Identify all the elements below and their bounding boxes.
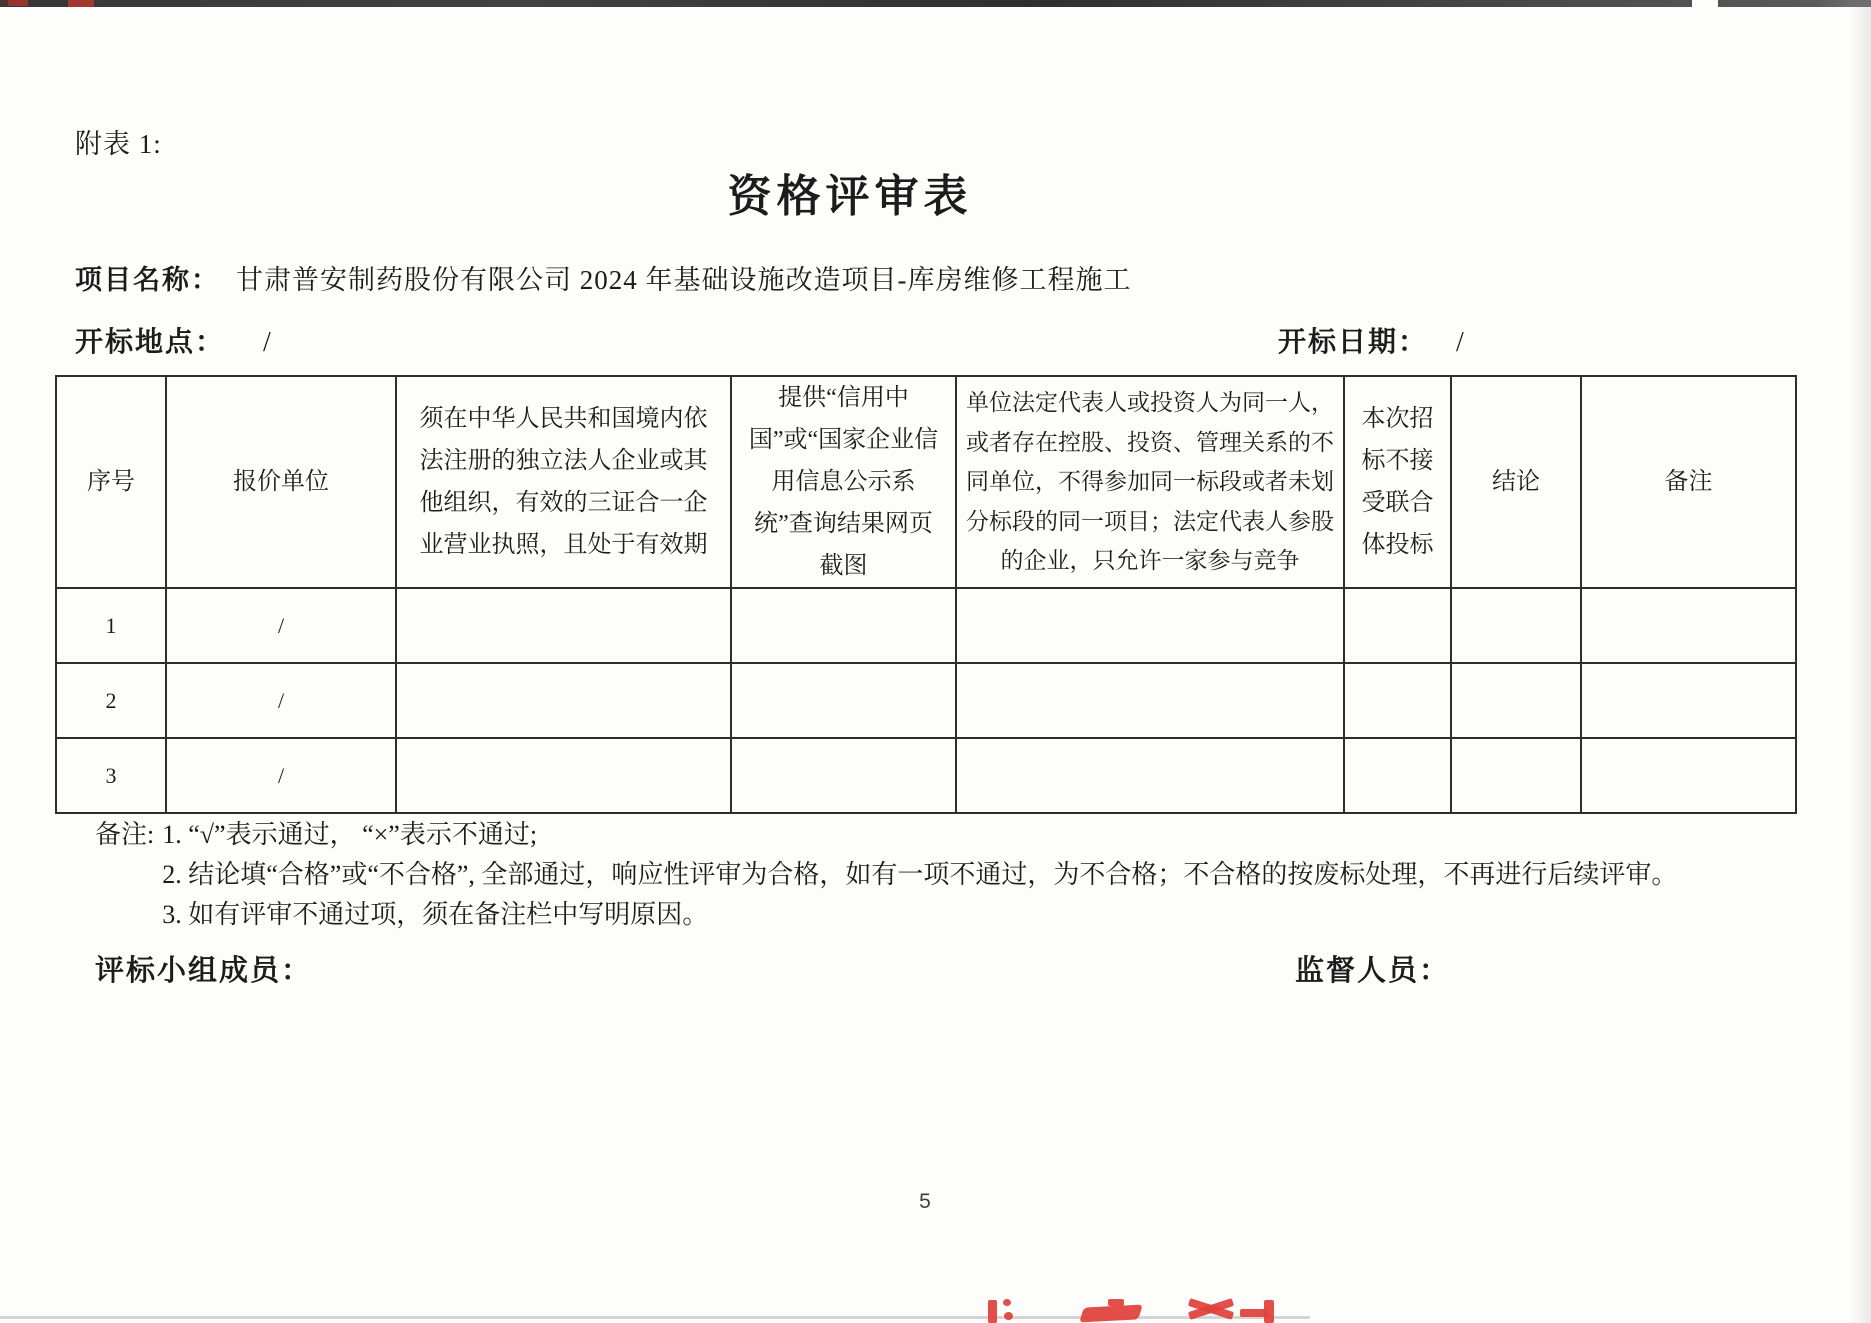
note-item: 1. “√”表示通过， “×”表示不通过; xyxy=(162,820,538,849)
project-name-value: 甘肃普安制药股份有限公司 2024 年基础设施改造项目-库房维修工程施工 xyxy=(236,265,1132,295)
table-header-row xyxy=(56,376,1796,588)
seq-cell: 2 xyxy=(56,663,166,738)
empty-cell xyxy=(956,738,1344,813)
project-name-label: 项目名称： xyxy=(75,265,220,295)
bidder-cell: / xyxy=(166,588,396,663)
scan-right-shadow xyxy=(1849,0,1871,1323)
stamp-fragment xyxy=(68,0,94,7)
bidder-cell: / xyxy=(166,663,396,738)
table-row xyxy=(56,588,1796,663)
stamp-fragment xyxy=(1108,1299,1124,1306)
table-row xyxy=(56,738,1796,813)
empty-cell xyxy=(1451,738,1581,813)
stamp-fragment xyxy=(1079,1304,1143,1322)
empty-cell xyxy=(1451,663,1581,738)
stamp-fragment xyxy=(1004,1312,1013,1320)
empty-cell xyxy=(1344,663,1451,738)
stamp-fragment xyxy=(1264,1300,1274,1323)
empty-cell xyxy=(396,738,731,813)
project-name-row xyxy=(75,258,1132,297)
column-header-credit-screenshot: 提供“信用中国”或“国家企业信用信息公示系统”查询结果网页截图 xyxy=(731,376,956,588)
empty-cell xyxy=(1581,663,1796,738)
column-header-registration: 须在中华人民共和国境内依法注册的独立法人企业或其他组织，有效的三证合一企业营业执照，且处于有效期 xyxy=(396,376,731,588)
seq-cell: 1 xyxy=(56,588,166,663)
notes-items xyxy=(162,815,1677,935)
seq-cell: 3 xyxy=(56,738,166,813)
empty-cell xyxy=(1451,588,1581,663)
stamp-fragment xyxy=(8,0,28,6)
bid-location-value: / xyxy=(263,327,271,358)
empty-cell xyxy=(956,663,1344,738)
column-header-conclusion: 结论 xyxy=(1451,376,1581,588)
bid-date-label: 开标日期： xyxy=(1278,327,1429,358)
attachment-label: 附表 1: xyxy=(75,129,162,159)
notes-label: 备注: xyxy=(95,820,155,849)
page-number: 5 xyxy=(919,1190,931,1213)
empty-cell xyxy=(956,588,1344,663)
stamp-fragment xyxy=(1003,1299,1011,1306)
notes-block xyxy=(95,815,1677,935)
note-item: 3. 如有评审不通过项，须在备注栏中写明原因。 xyxy=(162,900,709,929)
column-header-legal-representative: 单位法定代表人或投资人为同一人，或者存在控股、投资、管理关系的不同单位，不得参加同一标段或者未划分标段的同一项目；法定代表人参股的企业，只允许一家参与竞争 xyxy=(956,376,1344,588)
bidder-cell: / xyxy=(166,738,396,813)
supervisor-label: 监督人员： xyxy=(1295,955,1451,987)
bid-location-row xyxy=(75,320,271,360)
empty-cell xyxy=(731,588,956,663)
empty-cell xyxy=(396,663,731,738)
note-item: 2. 结论填“合格”或“不合格”, 全部通过，响应性评审为合格，如有一项不通过，为不合格；不合格的按废标处理，不再进行后续评审。 xyxy=(162,860,1678,889)
bid-location-label: 开标地点： xyxy=(75,327,226,358)
empty-cell xyxy=(731,738,956,813)
qualification-review-table xyxy=(55,375,1797,814)
scan-top-edge-notch xyxy=(1692,0,1718,9)
empty-cell xyxy=(1581,588,1796,663)
page-title: 资格评审表 xyxy=(727,172,973,221)
scan-top-edge-line xyxy=(0,0,1871,7)
column-header-no-consortium: 本次招标不接受联合体投标 xyxy=(1344,376,1451,588)
bid-date-row xyxy=(1278,320,1464,360)
empty-cell xyxy=(396,588,731,663)
bid-date-value: / xyxy=(1456,327,1464,358)
table-row xyxy=(56,663,1796,738)
evaluation-team-label: 评标小组成员： xyxy=(95,955,313,987)
empty-cell xyxy=(1344,588,1451,663)
empty-cell xyxy=(731,663,956,738)
column-header-bidder: 报价单位 xyxy=(166,376,396,588)
stamp-fragment xyxy=(988,1300,997,1323)
column-header-seq: 序号 xyxy=(56,376,166,588)
empty-cell xyxy=(1581,738,1796,813)
empty-cell xyxy=(1344,738,1451,813)
column-header-remarks: 备注 xyxy=(1581,376,1796,588)
